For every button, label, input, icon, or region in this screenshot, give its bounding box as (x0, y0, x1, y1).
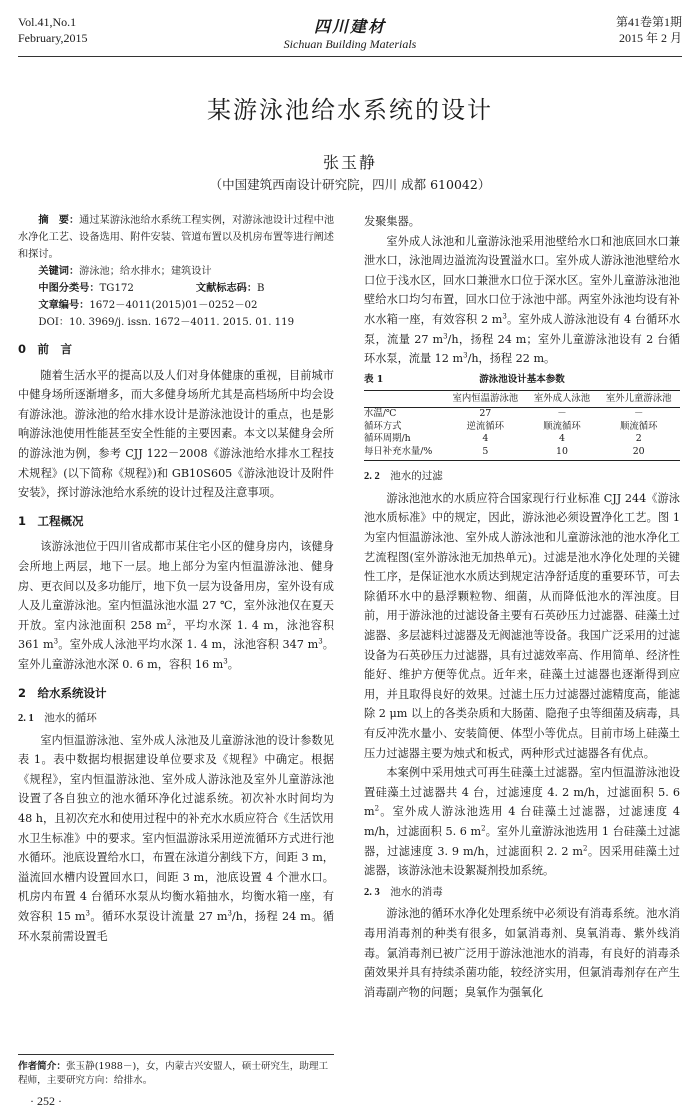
journal-name-en: Sichuan Building Materials (283, 37, 417, 51)
table-row (364, 433, 680, 446)
doi: DOI：10. 3969/j. issn. 1672－4011. 2015. 01. 119 (38, 317, 295, 328)
table-cell: 10 (527, 446, 598, 461)
table-row (364, 421, 680, 434)
table-header-cell: 室外成人泳池 (527, 390, 598, 408)
article-number-value: 1672－4011(2015)01－0252－02 (89, 300, 258, 311)
clc-label: 中图分类号： (38, 282, 100, 294)
table-cell: 27 (479, 408, 492, 420)
abstract-label: 摘 要： (38, 214, 80, 226)
table-header-cell (364, 390, 444, 408)
footnote-text: 张玉静(1988－)，女，内蒙古兴安盟人，硕士研究生，助理工程师，主要研究方向：给排水。 (18, 1061, 329, 1086)
abstract (18, 212, 334, 263)
table-row (364, 408, 680, 421)
table-header-row (364, 390, 680, 408)
table-cell: － (634, 408, 644, 420)
paragraph-continued: 发聚集器。 (364, 215, 420, 228)
table-cell: 循环方式 (364, 420, 402, 432)
date-cn: 2015 年 2 月 (618, 31, 682, 45)
paper-title: 某游泳池给水系统的设计 (207, 96, 493, 124)
table-cell: 逆流循环 (466, 420, 505, 432)
clc-value: TG172 (99, 283, 134, 294)
paragraph-intro: 随着生活水平的提高以及人们对身体健康的重视，目前城市中健身场所逐渐增多，而大多健身场所尤其是高档场所中均会设有游泳池。游泳池的给水排水设计是游泳池设计的重点，也是影响游泳池使用性能甚至安全性能的主要因素。本文以某健身会所的游泳池为例，参考 CJJ 122－2008《游泳池给水排水工程技术规程》(以下简称《规程》)和 GB10S605《游泳池设计及附件安装》，探讨游泳池给水系统的设计过程及注意事项。 (18, 368, 334, 500)
table-cell: 4 (559, 433, 565, 445)
footnote-label: 作者简介： (18, 1061, 66, 1072)
keywords-label: 关键词： (38, 265, 80, 277)
table-number: 表 1 (364, 373, 384, 385)
paragraph-filter-selection: 本案例中采用烛式可再生硅藻土过滤器。室内恒温游泳池设置硅藻土过滤器共 4 台，过滤速度 4. 2 m/h，过滤面积 5. 6 $m^2$。室外成人游泳池选用 4 台硅藻土过滤器，过滤速度 4 m/h，过滤面积 5. 6 $m^2$。室外儿童游泳池选用 1 台硅藻土过滤器，过滤速度 3. 9 m/h，过滤面积 2. 2 $m^2$。因采用硅藻土过滤器，该游泳池未设絮凝剂投加系统。 (364, 766, 681, 878)
left-column (18, 212, 334, 946)
section-heading-design: 2 给水系统设计 (18, 685, 107, 700)
article-meta (18, 212, 334, 331)
table-cell: 20 (597, 446, 680, 461)
issue-cn: 第41卷第1期 (615, 15, 682, 29)
subsection-heading-filtration: 2. 2 池水的过滤 (364, 470, 443, 483)
table-header-cell: 室外儿童游泳池 (597, 390, 680, 408)
doc-code-value: B (257, 283, 265, 294)
article-number-label: 文章编号： (38, 299, 90, 311)
table-caption (364, 371, 680, 389)
subsection-heading-circulation: 2. 1 池水的循环 (18, 712, 97, 725)
subsection-heading-disinfection: 2. 3 池水的消毒 (364, 885, 443, 898)
table-cell: 5 (444, 446, 527, 461)
section-heading-intro: 0 前 言 (18, 342, 73, 356)
table-title: 游泳池设计基本参数 (479, 373, 565, 385)
paragraph-filtration: 游泳池池水的水质应符合国家现行行业标准 CJJ 244《游泳池水质标准》中的规定，因此，游泳池必须设置净化工艺。图 1 为室内恒温游泳池、室外成人游泳池和儿童游泳池的池水净化工艺流程图(室外游泳池无加热单元)。过滤是池水净化处理的关键性工序，是保证池水水质达到规定洁净舒适度的重要环节，可去除循环水中的悬浮颗粒物、细菌，从而降低池水的浑浊度。目前，用于游泳池的过滤设备主要有石英砂压力过滤器、硅藻土过滤器、多层滤料过滤器及无阀滤池等设备。我国广泛采用的过滤设备为石英砂压力过滤器，具有过滤效率高、作用简单、经济性能好、维护方便等优点。近年来，硅藻土过滤器也逐渐得到应用，并且取得良好的效果。过滤土压力过滤器过滤精度高，能滤除 2 μm 以上的各类杂质和大肠菌、隐孢子虫等细菌及病毒，具有反冲洗水量小、安装简便、体型小等优点。目前市场上硅藻土压力过滤器主要为烛式和板式，两种形式过滤器各有优点。 (364, 491, 680, 760)
table-cell: 水温/℃ (364, 408, 397, 420)
paragraph-outdoor-pools: 室外成人泳池和儿童游泳池采用池壁给水口和池底回水口兼泄水口，泳池周边溢流沟设置溢水口。室外成人游泳池池壁给水口位于浅水区，回水口兼泄水口位于深水区。室外儿童游泳池池壁给水口均匀布置，回水口位于泳池中部。两室外泳池均设有补水水箱一座，有效容积 2 $m^3$。室外成人游泳池设有 4 台循环水泵，流量 27 $m^3/h$，扬程 24 m；室外儿童游泳池设有 2 台循环水泵，流量 12 $m^3/h$，扬程 22 m。 (364, 234, 681, 366)
article-number (18, 297, 334, 314)
table-cell: － (557, 408, 567, 420)
table-cell: 2 (635, 433, 642, 445)
header-right (616, 14, 682, 46)
table-cell: 循环周期/h (364, 433, 411, 445)
table-header-cell: 室内恒温游泳池 (444, 390, 527, 408)
table-cell: 顺流循环 (543, 420, 581, 432)
paragraph-overview: 该游泳池位于四川省成都市某住宅小区的健身房内，该健身会所地上两层，地下一层。地上部分为室内恒温游泳池、健身房、更衣间以及多功能厅，地下负一层为设备用房，室外设有成人及儿童游泳池。室内恒温泳池水温 27 ℃，室外泳池仅在夏天开放。室内泳池面积 258 $m^2$，平均水深 1. 4 m，泳池容积 361 $m^3$。室外成人泳池平均水深 1. 4 m，泳池容积 347 $m^3$。室外儿童游泳池水深 0. 6 m，容积 16 $m^3$。 (18, 540, 334, 671)
paragraph-circulation: 室内恒温游泳池、室外成人泳池及儿童游泳池的设计参数见表 1。表中数据均根据建设单位要求及《规程》中确定。根据《规程》，室内恒温游泳池、室外成人游泳池及室外儿童游泳池设置了各自独立的池水循环净化过滤系统。初次补水时间均为 48 h，且初次充水和使用过程中的补充水水质应符合《生活饮用水卫生标准》中的要求。室内恒温游泳采用逆流循环方式进行池水循环。池底设置给水口，布置在泳道分割线下方，间距 3 m，溢流回水槽内设置回水口，间距 3 m，池底设置 4 个泄水口。机房内布置 4 台循环水泵从均衡水箱抽水，均衡水箱一座，有效容积 15 $m^3$。循环水泵设计流量 27 $m^3/h$，扬程 24 m。循环水泵前需设置毛 (18, 733, 334, 943)
design-parameters-table (364, 390, 680, 462)
affiliation: （中国建筑西南设计研究院，四川 成都 610042） (209, 177, 491, 192)
page-number: · 252 · (30, 1094, 62, 1108)
abstract-text: 通过某游泳池给水系统工程实例，对游泳池设计过程中池水净化工艺、设备选用、附件安装、管道布置以及机房布置等进行阐述和探讨。 (18, 215, 335, 260)
author-footnote (18, 1054, 334, 1088)
keywords (18, 263, 334, 280)
paragraph-disinfection: 游泳池的循环水净化处理系统中必须设有消毒系统。池水消毒用消毒剂的种类有很多，如氯消毒剂、臭氧消毒、紫外线消毒。氯消毒剂已被广泛用于游泳池池水的消毒，有良好的消毒杀菌效果并具有持续杀菌功能，较经济实用，但氯消毒剂存在产生消毒副产物的问题；臭氧作为强氧化 (364, 907, 680, 999)
journal-logo: 四川建材 (313, 17, 386, 36)
table-cell: 每日补充水量/% (364, 446, 444, 461)
keywords-text: 游泳池；给水排水；建筑设计 (79, 266, 212, 277)
author-name: 张玉静 (322, 153, 377, 172)
table-cell: 4 (482, 433, 489, 445)
header-center (18, 14, 682, 52)
volume-number: Vol.41,No.1 (18, 15, 77, 29)
doc-code-label: 文献标志码： (195, 282, 258, 294)
date-en: February,2015 (18, 31, 88, 45)
section-heading-overview: 1 工程概况 (18, 513, 84, 528)
table-row (364, 446, 680, 461)
table-cell: 顺流循环 (619, 420, 658, 432)
classification (18, 280, 334, 297)
header-rule (18, 56, 682, 57)
right-column (364, 212, 680, 1002)
running-header (18, 14, 682, 58)
